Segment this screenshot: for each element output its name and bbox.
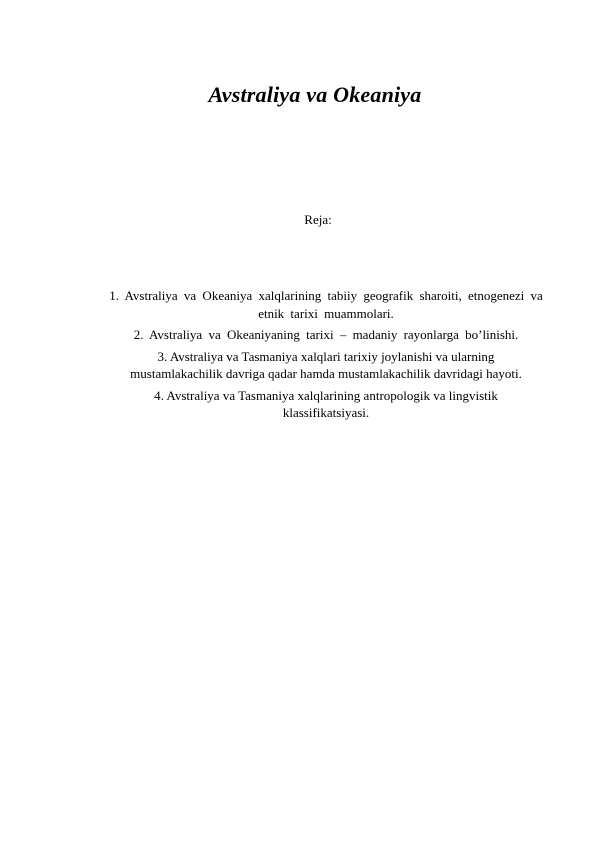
plan-item-4-line-1: 4. Avstraliya va Tasmaniya xalqlarining antropologik va lingvistik xyxy=(154,387,498,403)
plan-item-3 xyxy=(60,348,592,383)
plan-item-1-line-2: etnik tarixi muammolari. xyxy=(258,305,394,321)
plan-item-2 xyxy=(60,326,592,344)
plan-item-4 xyxy=(60,387,592,422)
plan-item-3-line-1: 3. Avstraliya va Tasmaniya xalqlari tarixiy joylanishi va ularning xyxy=(157,348,495,364)
document-title: Avstraliya va Okeaniya xyxy=(208,82,422,107)
plan-item-3-line-2: mustamlakachilik davriga qadar hamda mustamlakachilik davridagi hayoti. xyxy=(130,366,522,381)
plan-list xyxy=(60,287,592,426)
plan-item-4-line-2: klassifikatsiyasi. xyxy=(282,405,370,420)
plan-item-2-line-1: 2. Avstraliya va Okeaniyaning tarixi – madaniy rayonlarga bo’linishi. xyxy=(133,327,519,342)
plan-heading: Reja: xyxy=(304,212,332,227)
plan-item-1-line-1: 1. Avstraliya va Okeaniya xalqlarining tabiiy geografik sharoiti, etnogenezi va xyxy=(109,288,543,303)
plan-item-1 xyxy=(60,287,592,322)
